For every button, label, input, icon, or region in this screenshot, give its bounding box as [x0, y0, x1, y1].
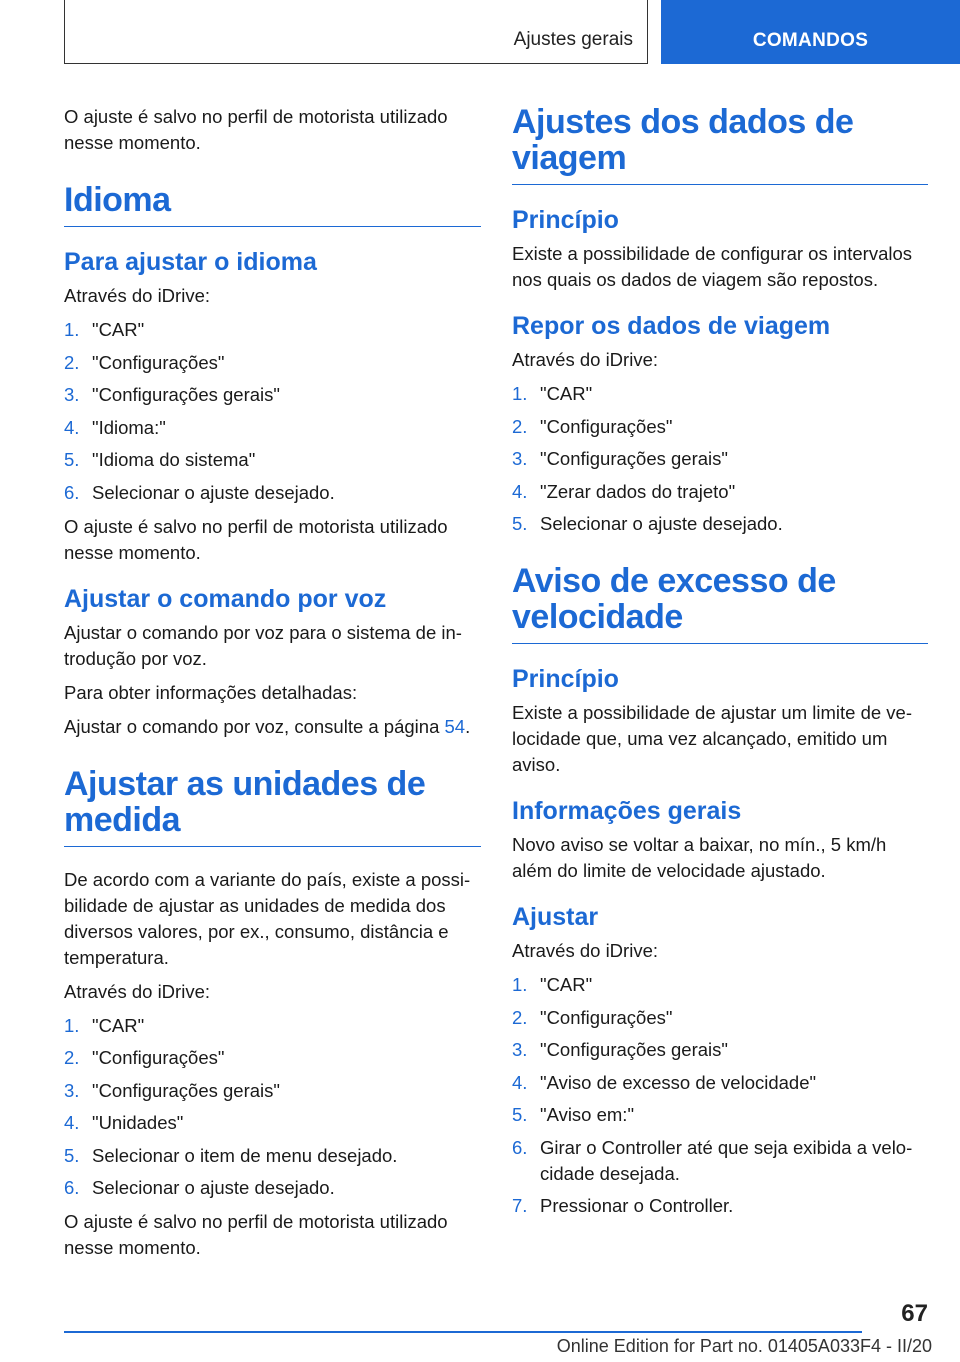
list-item: 4. "Zerar dados do trajeto": [512, 480, 736, 502]
subheading-principio-viagem: Princípio: [512, 206, 619, 234]
list-item: 5. "Aviso em:": [512, 1104, 635, 1125]
header-section-title: Ajustes gerais: [513, 29, 633, 50]
left-column: [64, 104, 481, 1269]
list-item: 2. "Configurações": [64, 1047, 225, 1068]
footer-divider: [64, 1331, 862, 1333]
voz-paragraph-3: Ajustar o comando por voz, consulte a página 54.: [64, 715, 471, 737]
list-item: 4. "Idioma:": [64, 416, 166, 438]
informacoes-gerais-text: Novo aviso se voltar a baixar, no mín., 5 km/h além do limite de velocidade ajustado.: [512, 834, 887, 881]
idioma-via: Através do iDrive:: [64, 285, 210, 306]
header-chapter-label: COMANDOS: [752, 30, 869, 51]
page-number: 67: [901, 1300, 928, 1327]
unidades-steps: [64, 1013, 481, 1202]
header-chapter-tab[interactable]: [661, 0, 960, 64]
page-reference-link[interactable]: 54: [444, 715, 466, 737]
header-section-box: [64, 0, 648, 64]
idioma-note: O ajuste é salvo no perfil de motorista utilizado nesse momento.: [64, 515, 448, 563]
list-item: 6. Selecionar o ajuste desejado.: [64, 481, 335, 503]
voz-paragraph-1: Ajustar o comando por voz para o sistema de in-trodução por voz.: [64, 621, 462, 669]
list-item: 5. Selecionar o item de menu desejado.: [64, 1144, 398, 1166]
list-item: 4. "Unidades": [64, 1112, 184, 1133]
list-item: 3. "Configurações gerais": [512, 1039, 728, 1060]
subheading-ajustar: Ajustar: [512, 903, 599, 931]
list-item: 5. "Idioma do sistema": [64, 449, 256, 470]
idioma-steps: [64, 317, 481, 506]
principio-aviso-text: Existe a possibilidade de ajustar um limite de ve-locidade que, uma vez alcançado, emitido um aviso.: [512, 702, 912, 775]
voz-paragraph-2: Para obter informações detalhadas:: [64, 681, 358, 703]
list-item: 3. "Configurações gerais": [512, 448, 728, 469]
list-item: 1. "CAR": [64, 319, 145, 340]
subheading-informacoes-gerais: Informações gerais: [512, 797, 742, 825]
right-column: [512, 104, 928, 1227]
footer-edition-text: Online Edition for Part no. 01405A033F4 - II/20: [556, 1336, 932, 1356]
repor-steps: [512, 381, 928, 537]
subheading-comando-voz: Ajustar o comando por voz: [64, 584, 387, 613]
list-item: 2. "Configurações": [64, 351, 225, 373]
ajustar-via: Através do iDrive:: [512, 940, 658, 961]
aviso-steps: [512, 972, 928, 1219]
unidades-via: Através do iDrive:: [64, 980, 210, 1002]
list-item: 1. "CAR": [64, 1014, 145, 1036]
unidades-paragraph: De acordo com a variante do país, existe a possi-bilidade de ajustar as unidades de medida dos diversos valores, por ex., consumo, distância e temperatura.: [64, 868, 471, 968]
subheading-ajustar-idioma: Para ajustar o idioma: [64, 248, 317, 276]
list-item: 2. "Configurações": [512, 1006, 673, 1028]
unidades-note: O ajuste é salvo no perfil de motorista utilizado nesse momento.: [64, 1211, 448, 1258]
list-item: 7. Pressionar o Controller.: [512, 1195, 734, 1216]
heading-aviso-velocidade: Aviso de excesso de velocidade: [512, 563, 928, 644]
heading-idioma: Idioma: [64, 182, 481, 227]
repor-via: Através do iDrive:: [512, 349, 658, 370]
principio-viagem-text: Existe a possibilidade de configurar os intervalos nos quais os dados de viagem são repostos.: [512, 243, 913, 290]
list-item: 3. "Configurações gerais": [64, 1079, 280, 1101]
list-item: 1. "CAR": [512, 974, 593, 995]
list-item: 1. "CAR": [512, 383, 593, 404]
list-item: 5. Selecionar o ajuste desejado.: [512, 513, 783, 534]
heading-unidades: Ajustar as unidades de medida: [64, 766, 481, 847]
list-item: 4. "Aviso de excesso de velocidade": [512, 1071, 817, 1093]
subheading-repor-dados: Repor os dados de viagem: [512, 312, 831, 340]
subheading-principio-aviso: Princípio: [512, 665, 619, 693]
list-item: 2. "Configurações": [512, 415, 673, 437]
intro-paragraph: O ajuste é salvo no perfil de motorista utilizado nesse momento.: [64, 106, 448, 153]
list-item: 3. "Configurações gerais": [64, 384, 280, 405]
list-item: 6. Girar o Controller até que seja exibida a velo-cidade desejada.: [512, 1136, 913, 1184]
heading-dados-viagem: Ajustes dos dados de viagem: [512, 104, 928, 185]
list-item: 6. Selecionar o ajuste desejado.: [64, 1177, 335, 1198]
